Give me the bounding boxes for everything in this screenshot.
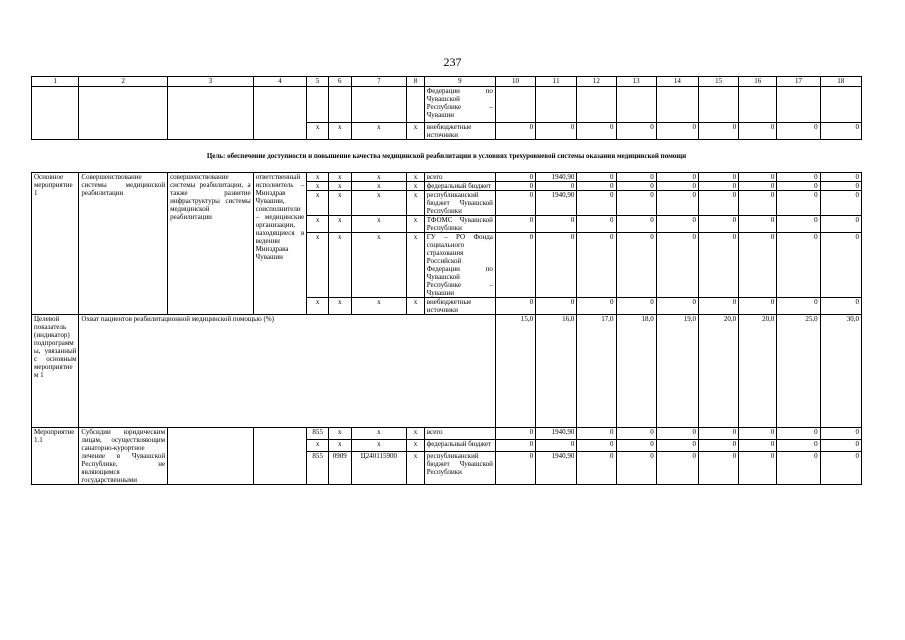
amount-cell: 0	[820, 298, 861, 315]
funding-source: республиканский бюджет Чувашской Республики	[424, 451, 495, 484]
funding-source: внебюджетные источники	[424, 123, 495, 140]
code-cell: x	[307, 123, 329, 140]
code-cell: x	[407, 216, 425, 233]
event-name: Совершенствование системы медицинской реабилитации	[79, 173, 168, 315]
code-cell: x	[328, 182, 351, 191]
table-row	[32, 428, 862, 440]
header-cell: 5	[307, 77, 329, 87]
indicator-value: 15,0	[495, 315, 535, 428]
amount-cell: 0	[820, 428, 861, 440]
amount-cell: 0	[495, 233, 535, 298]
code-cell	[351, 87, 407, 123]
header-cell: 12	[577, 77, 616, 87]
amount-cell: 0	[739, 182, 777, 191]
code-cell: x	[307, 182, 329, 191]
amount-cell: 0	[777, 182, 820, 191]
amount-cell: 0	[536, 298, 577, 315]
amount-cell: 0	[777, 233, 820, 298]
amount-cell: 0	[616, 439, 656, 451]
amount-cell: 0	[698, 123, 738, 140]
code-cell: x	[407, 173, 425, 182]
amount-cell	[777, 87, 820, 123]
code-cell: x	[328, 216, 351, 233]
amount-cell: 0	[739, 451, 777, 484]
amount-cell: 0	[495, 428, 535, 440]
code-cell: x	[307, 439, 329, 451]
amount-cell	[577, 87, 616, 123]
header-cell: 15	[698, 77, 738, 87]
amount-cell: 0	[698, 191, 738, 216]
code-cell: x	[407, 428, 425, 440]
indicator-label: Целевой показатель (индикатор) подпрограммы, увязанный с основным мероприятием 1	[32, 315, 79, 428]
code-cell: x	[328, 191, 351, 216]
amount-cell: 0	[820, 182, 861, 191]
code-cell: x	[407, 191, 425, 216]
table-row	[32, 87, 862, 123]
code-cell: x	[307, 173, 329, 182]
code-cell	[407, 87, 425, 123]
indicator-row	[32, 315, 862, 428]
indicator-value: 18,0	[616, 315, 656, 428]
header-cell: 9	[424, 77, 495, 87]
amount-cell: 0	[616, 191, 656, 216]
amount-cell: 0	[656, 216, 698, 233]
amount-cell: 0	[698, 173, 738, 182]
col4-cell	[253, 428, 307, 485]
event-executor: ответственный исполнитель – Минздрав Чувашии, соисполнители – медицинские организации, находящиеся в ведении Минздрава Чувашии	[253, 173, 307, 315]
amount-cell: 0	[616, 451, 656, 484]
amount-cell: 0	[536, 233, 577, 298]
amount-cell: 0	[777, 451, 820, 484]
funding-source: федеральный бюджет	[424, 182, 495, 191]
amount-cell: 1940,90	[536, 451, 577, 484]
indicator-value: 17,0	[577, 315, 616, 428]
header-row	[32, 77, 862, 87]
header-cell: 10	[495, 77, 535, 87]
amount-cell: 0	[777, 191, 820, 216]
amount-cell: 0	[495, 173, 535, 182]
code-cell: 855	[307, 451, 329, 484]
indicator-value: 16,0	[536, 315, 577, 428]
code-cell: x	[328, 173, 351, 182]
code-cell: x	[351, 173, 407, 182]
spacer-row	[32, 164, 862, 173]
amount-cell: 1940,90	[536, 173, 577, 182]
header-cell: 11	[536, 77, 577, 87]
funding-source: республиканский бюджет Чувашской Республики	[424, 191, 495, 216]
spacer-row	[32, 140, 862, 153]
amount-cell: 0	[616, 173, 656, 182]
amount-cell: 0	[820, 123, 861, 140]
amount-cell	[495, 87, 535, 123]
amount-cell: 0	[616, 233, 656, 298]
code-cell: x	[407, 233, 425, 298]
amount-cell: 0	[577, 428, 616, 440]
amount-cell: 0	[777, 216, 820, 233]
indicator-text: Охват пациентов реабилитационной медицинской помощью (%)	[79, 315, 495, 428]
col1-cell	[32, 87, 79, 140]
amount-cell: 0	[739, 439, 777, 451]
code-cell: x	[328, 123, 351, 140]
indicator-value: 20,0	[698, 315, 738, 428]
funding-source: ТФОМС Чувашской Республики	[424, 216, 495, 233]
header-cell: 8	[407, 77, 425, 87]
amount-cell: 0	[777, 298, 820, 315]
code-cell	[328, 87, 351, 123]
code-cell: x	[407, 123, 425, 140]
amount-cell: 0	[495, 439, 535, 451]
header-cell: 16	[739, 77, 777, 87]
code-cell: x	[328, 439, 351, 451]
amount-cell: 0	[739, 298, 777, 315]
code-cell: x	[351, 182, 407, 191]
funding-source: федеральный бюджет	[424, 439, 495, 451]
code-cell: x	[407, 451, 425, 484]
amount-cell	[820, 87, 861, 123]
amount-cell: 1940,90	[536, 191, 577, 216]
col3-cell	[168, 87, 254, 140]
code-cell: x	[307, 298, 329, 315]
code-cell: x	[328, 428, 351, 440]
code-cell: x	[328, 233, 351, 298]
spacer-cell	[32, 140, 862, 153]
amount-cell: 0	[777, 439, 820, 451]
event-name: Субсидии юридическим лицам, осуществляющим санаторно-курортное лечение в Чувашской Республике, не являющимся государственными	[79, 428, 168, 485]
amount-cell: 0	[698, 216, 738, 233]
header-cell: 7	[351, 77, 407, 87]
event-title: Основное мероприятие 1	[32, 173, 79, 315]
amount-cell: 0	[656, 439, 698, 451]
code-cell: x	[407, 439, 425, 451]
funding-source: всего	[424, 428, 495, 440]
header-cell: 13	[616, 77, 656, 87]
amount-cell: 0	[656, 428, 698, 440]
amount-cell: 0	[577, 451, 616, 484]
spacer-cell	[32, 164, 862, 173]
table-row	[32, 173, 862, 182]
amount-cell: 0	[577, 216, 616, 233]
amount-cell: 0	[536, 123, 577, 140]
header-cell: 1	[32, 77, 79, 87]
amount-cell: 0	[698, 298, 738, 315]
budget-table	[31, 76, 862, 485]
code-cell: x	[351, 216, 407, 233]
amount-cell: 0	[820, 191, 861, 216]
code-cell: x	[351, 233, 407, 298]
amount-cell: 0	[577, 233, 616, 298]
amount-cell: 0	[739, 191, 777, 216]
funding-source: ГУ – РО Фонда социального страхования Российской Федерации по Чувашской Республике – Чувашии	[424, 233, 495, 298]
amount-cell: 0	[495, 216, 535, 233]
amount-cell: 0	[698, 182, 738, 191]
code-cell: x	[307, 191, 329, 216]
code-cell: 0909	[328, 451, 351, 484]
amount-cell	[536, 87, 577, 123]
event-title: Мероприятие 1.1	[32, 428, 79, 485]
amount-cell: 0	[495, 298, 535, 315]
amount-cell: 0	[777, 428, 820, 440]
event-description: совершенствование системы реабилитации, а также развитие инфраструктуры системы медицинской реабилитации	[168, 173, 254, 315]
amount-cell: 0	[616, 428, 656, 440]
funding-source: всего	[424, 173, 495, 182]
goal-heading: Цель: обеспечение доступности и повышение качества медицинской реабилитации в условиях трехуровневой системы оказания медицинской помощи	[206, 152, 687, 160]
code-cell: x	[407, 182, 425, 191]
amount-cell: 0	[656, 182, 698, 191]
amount-cell: 0	[698, 428, 738, 440]
indicator-value: 25,0	[777, 315, 820, 428]
indicator-value: 30,0	[820, 315, 861, 428]
amount-cell: 0	[698, 439, 738, 451]
code-cell: x	[407, 298, 425, 315]
header-cell: 3	[168, 77, 254, 87]
amount-cell: 0	[577, 173, 616, 182]
amount-cell: 0	[656, 298, 698, 315]
code-cell: x	[351, 191, 407, 216]
amount-cell: 1940,90	[536, 428, 577, 440]
header-cell: 6	[328, 77, 351, 87]
amount-cell: 0	[739, 428, 777, 440]
header-cell: 14	[656, 77, 698, 87]
amount-cell: 0	[577, 123, 616, 140]
amount-cell: 0	[577, 191, 616, 216]
code-cell: x	[307, 216, 329, 233]
amount-cell: 0	[495, 182, 535, 191]
amount-cell: 0	[820, 451, 861, 484]
amount-cell	[698, 87, 738, 123]
amount-cell: 0	[820, 233, 861, 298]
amount-cell: 0	[616, 298, 656, 315]
header-cell: 18	[820, 77, 861, 87]
goal-row	[32, 152, 862, 164]
amount-cell: 0	[577, 298, 616, 315]
funding-source: внебюджетные источники	[424, 298, 495, 315]
indicator-value: 19,0	[656, 315, 698, 428]
amount-cell: 0	[739, 233, 777, 298]
code-cell	[307, 87, 329, 123]
code-cell: x	[351, 428, 407, 440]
amount-cell: 0	[495, 123, 535, 140]
amount-cell: 0	[739, 173, 777, 182]
code-cell: x	[307, 233, 329, 298]
amount-cell: 0	[820, 439, 861, 451]
amount-cell: 0	[656, 233, 698, 298]
col2-cell	[79, 87, 168, 140]
amount-cell: 0	[656, 123, 698, 140]
indicator-value: 20,0	[739, 315, 777, 428]
amount-cell: 0	[656, 173, 698, 182]
amount-cell: 0	[495, 191, 535, 216]
header-cell: 2	[79, 77, 168, 87]
amount-cell	[656, 87, 698, 123]
header-cell: 4	[253, 77, 307, 87]
amount-cell: 0	[616, 123, 656, 140]
amount-cell: 0	[656, 451, 698, 484]
amount-cell: 0	[616, 182, 656, 191]
code-cell: 855	[307, 428, 329, 440]
amount-cell: 0	[577, 439, 616, 451]
amount-cell: 0	[820, 216, 861, 233]
code-cell: Ц240115900	[351, 451, 407, 484]
amount-cell: 0	[777, 173, 820, 182]
amount-cell: 0	[698, 233, 738, 298]
amount-cell: 0	[656, 191, 698, 216]
funding-source: Федерации по Чувашской Республике – Чувашии	[424, 87, 495, 123]
code-cell: x	[351, 439, 407, 451]
amount-cell: 0	[739, 123, 777, 140]
amount-cell: 0	[536, 216, 577, 233]
amount-cell: 0	[698, 451, 738, 484]
header-cell: 17	[777, 77, 820, 87]
amount-cell	[739, 87, 777, 123]
amount-cell: 0	[495, 451, 535, 484]
code-cell: x	[328, 298, 351, 315]
code-cell: x	[351, 123, 407, 140]
amount-cell: 0	[820, 173, 861, 182]
amount-cell: 0	[616, 216, 656, 233]
code-cell: x	[351, 298, 407, 315]
amount-cell: 0	[739, 216, 777, 233]
amount-cell: 0	[536, 439, 577, 451]
col3-cell	[168, 428, 254, 485]
amount-cell: 0	[777, 123, 820, 140]
amount-cell: 0	[536, 182, 577, 191]
amount-cell: 0	[577, 182, 616, 191]
col4-cell	[253, 87, 307, 140]
amount-cell	[616, 87, 656, 123]
page-number: 237	[443, 55, 462, 69]
